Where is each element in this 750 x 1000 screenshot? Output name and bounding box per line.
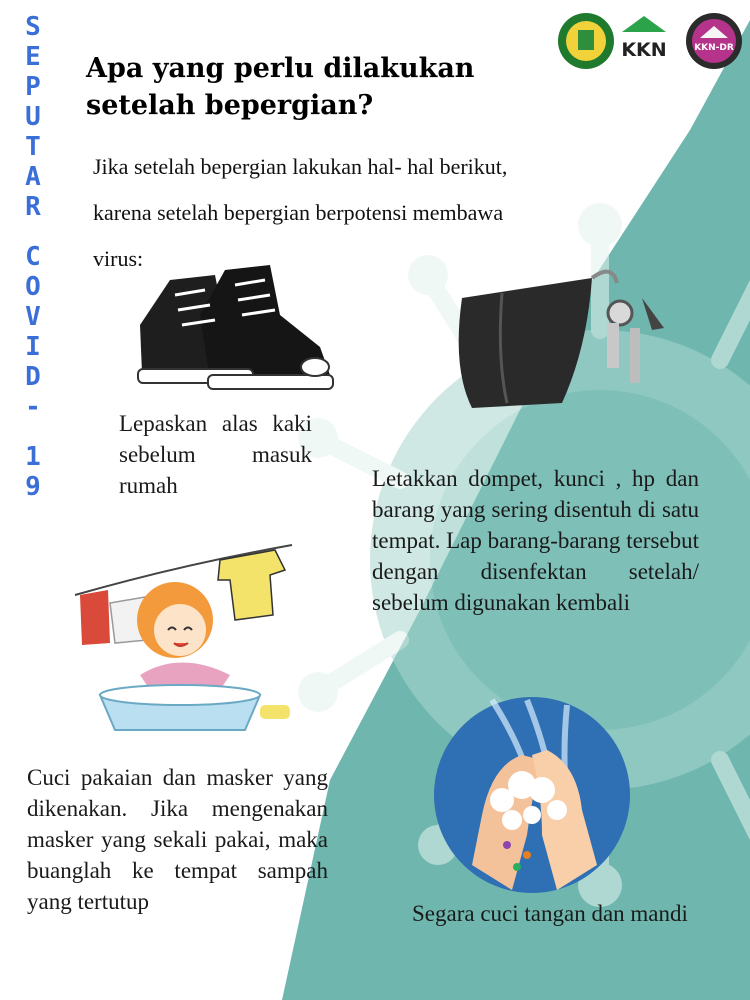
page-title-line1: Apa yang perlu dilakukan xyxy=(86,53,475,84)
kkn-dr-logo-text: KKN-DR xyxy=(694,43,734,53)
side-title-letter: P xyxy=(25,72,41,102)
page-title xyxy=(86,50,556,124)
partner-logos xyxy=(556,10,746,72)
tip-wash-hands: Segara cuci tangan dan mandi xyxy=(412,901,688,926)
tip-place-belongings: Letakkan dompet, kunci , hp dan barang yang sering disentuh di satu tempat. Lap barang-barang tersebut dengan disenfektan setelah/ sebelum digunakan kembali xyxy=(372,466,699,615)
side-title-letter: V xyxy=(25,302,41,332)
side-title-letter: D xyxy=(25,362,41,392)
wallet-keys-illustration xyxy=(442,258,672,418)
side-title-letter: S xyxy=(25,12,41,42)
side-title-letter: C xyxy=(25,242,41,272)
kkn-logo-text: KKN xyxy=(621,39,667,61)
side-title-letter: O xyxy=(25,272,41,302)
kkn-logo xyxy=(621,16,666,62)
page-title-line2: setelah bepergian? xyxy=(86,90,374,121)
handwashing-illustration xyxy=(432,695,632,895)
side-title-letter: 9 xyxy=(25,472,41,502)
kkn-dr-logo xyxy=(686,13,742,69)
side-title-letter: E xyxy=(25,42,41,72)
tip-remove-shoes: Lepaskan alas kaki sebelum masuk rumah xyxy=(119,411,312,498)
intro-line1: Jika setelah bepergian lakukan hal- hal berikut, xyxy=(93,154,508,179)
side-title-letter: - xyxy=(25,392,41,422)
sneakers-illustration xyxy=(130,255,335,400)
side-title-seputar-covid xyxy=(18,12,48,502)
intro-line2: karena setelah bepergian berpotensi membawa xyxy=(93,200,504,225)
side-title-letter: U xyxy=(25,102,41,132)
university-emblem-logo xyxy=(558,13,614,69)
laundry-illustration xyxy=(70,525,295,740)
side-title-letter: A xyxy=(25,162,41,192)
side-title-letter: R xyxy=(25,192,41,222)
side-title-letter: T xyxy=(25,132,41,162)
tip-wash-clothes: Cuci pakaian dan masker yang dikenakan. Jika mengenakan masker yang sekali pakai, maka buanglah ke tempat sampah yang tertutup xyxy=(27,765,328,914)
side-title-letter: I xyxy=(25,332,41,362)
intro-line3: virus: xyxy=(93,246,144,271)
side-title-letter: 1 xyxy=(25,442,41,472)
